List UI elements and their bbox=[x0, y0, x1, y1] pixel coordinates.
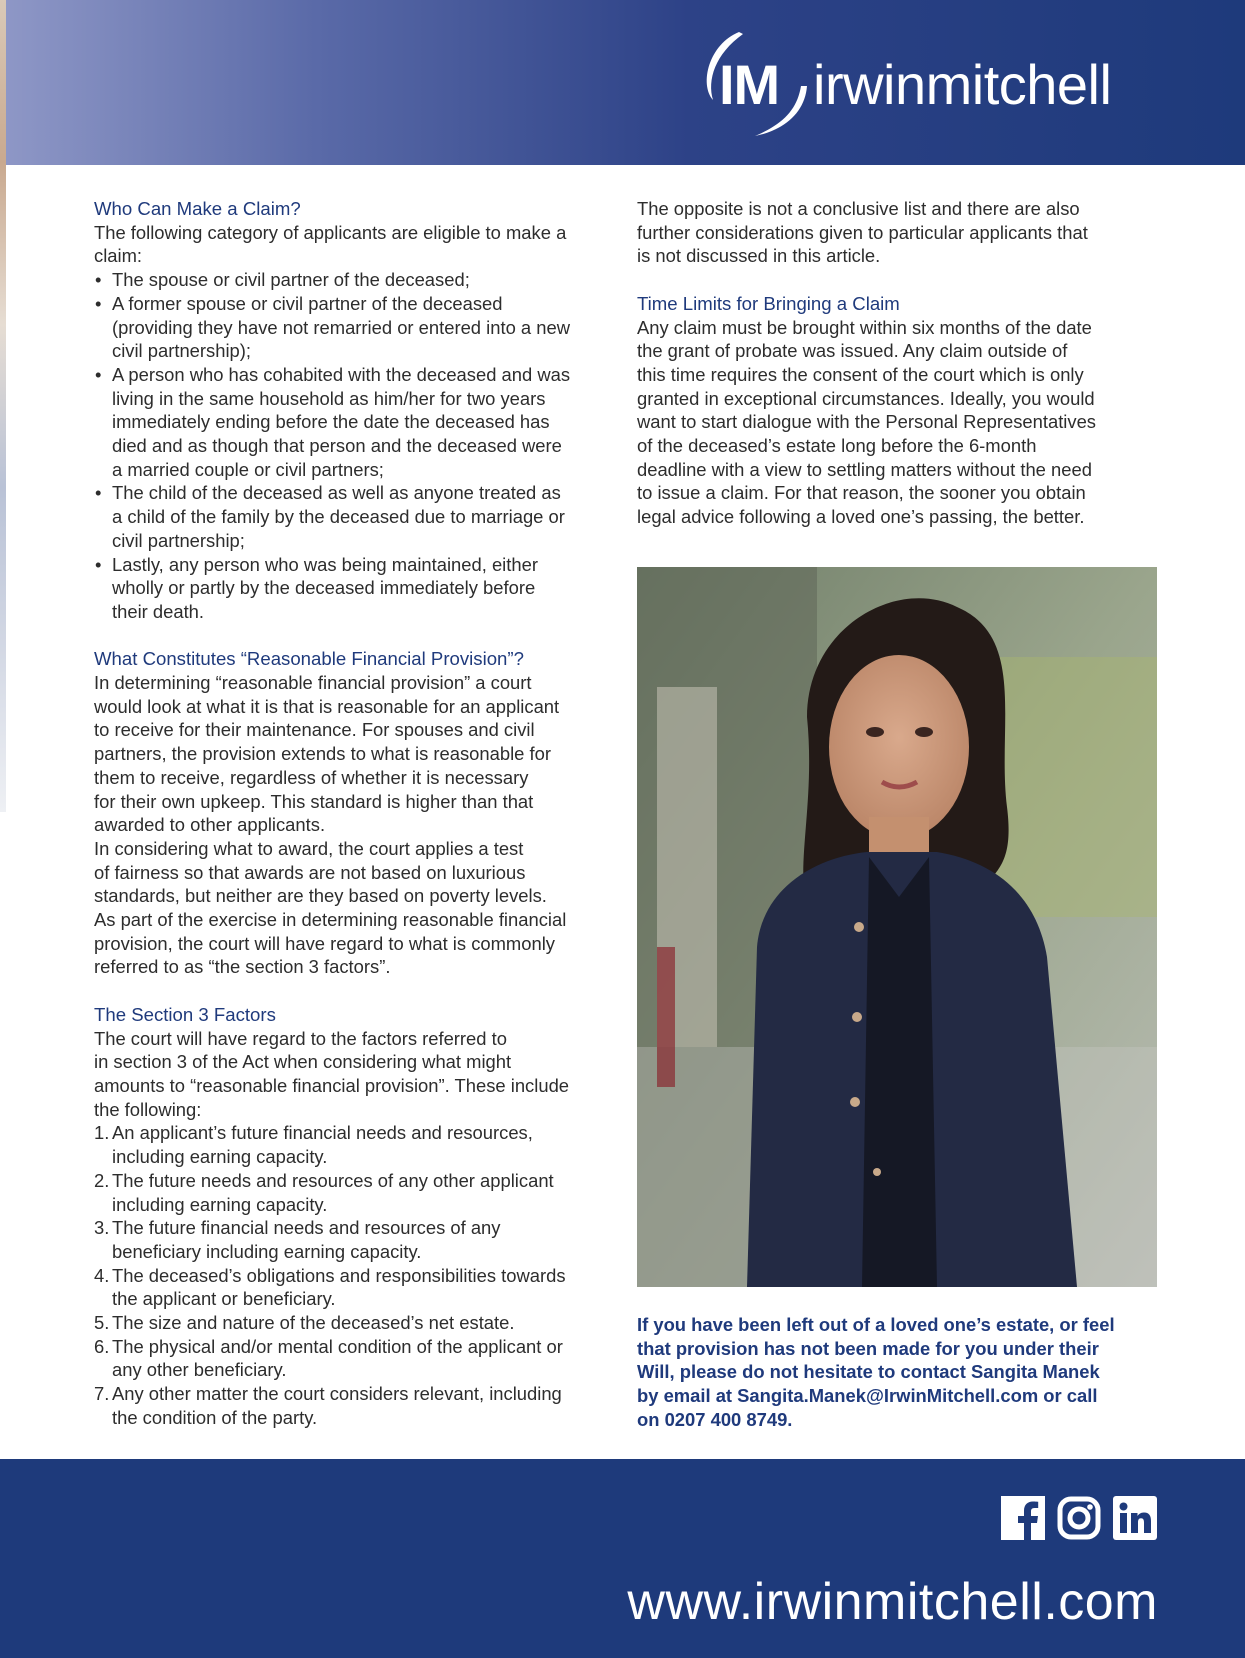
contact-callout: If you have been left out of a loved one’s estate, or feel that provision has not been made for you under their Will, please do not hesitate to contact Sangita Manek by email at Sangita.Manek@IrwinMitchell.com or call on 0207 400 8749. bbox=[637, 1313, 1157, 1432]
time-limits-heading: Time Limits for Bringing a Claim bbox=[637, 292, 900, 314]
who-intro-line: claim: bbox=[94, 245, 143, 267]
who-intro-line: The following category of applicants are eligible to make a bbox=[94, 221, 567, 243]
opposite-note: The opposite is not a conclusive list and there are also further considerations given to particular applicants that is not discussed in this article. bbox=[637, 198, 1088, 267]
section3-factors-list bbox=[94, 1121, 619, 1429]
spacer bbox=[94, 979, 619, 1003]
who-can-claim-heading: Who Can Make a Claim? bbox=[94, 198, 301, 219]
list-item: • The spouse or civil partner of the deceased; bbox=[94, 268, 619, 292]
list-item: 6. The physical and/or mental condition of the applicant or any other beneficiary. bbox=[94, 1335, 563, 1381]
facebook-icon[interactable] bbox=[1001, 1496, 1045, 1540]
left-column bbox=[94, 197, 619, 1430]
contact-phone-line[interactable]: on 0207 400 8749. bbox=[637, 1408, 793, 1430]
logo-monogram: IM bbox=[719, 53, 780, 116]
list-item: • A person who has cohabited with the deceased and was living in the same household as him/her for two years immediately ending before the date the deceased has died and as though that person and the deceased were a married couple or civil partners; bbox=[94, 363, 619, 482]
spacer bbox=[637, 268, 1162, 292]
logo-wordmark: irwinmitchell bbox=[813, 53, 1112, 116]
list-item: • A former spouse or civil partner of the deceased (providing they have not remarried or entered into a new civil partnership); bbox=[94, 292, 619, 363]
section3-intro: The court will have regard to the factors referred to in section 3 of the Act when considering what might amounts to “reasonable financial provision”. These include the following: bbox=[94, 1027, 570, 1120]
contact-email-line[interactable]: by email at Sangita.Manek@IrwinMitchell.com or call bbox=[637, 1385, 1098, 1407]
eligible-applicants-list bbox=[94, 268, 619, 624]
list-item: 7. Any other matter the court considers relevant, including the condition of the party. bbox=[94, 1383, 562, 1428]
website-link[interactable]: www.irwinmitchell.com bbox=[627, 1573, 1158, 1631]
reasonable-provision-heading: What Constitutes “Reasonable Financial Provision”? bbox=[94, 648, 524, 670]
reasonable-provision-body: In determining “reasonable financial provision” a court would look at what it is that is reasonable for an applicant to receive for their maintenance. For spouses and civil partners, the provision extends to what is reasonable for them to receive, regardless of whether it is necessary for their own upkeep. This standard is higher than that awarded to other applicants. In considering what to award, the court applies a test of fairness so that awards are not based on luxurious standards, but neither are they based on poverty levels. As part of the exercise in determining reasonable financial provision, the court will have regard to what is commonly referred to as “the section 3 factors”. bbox=[94, 672, 567, 978]
portrait-photo bbox=[637, 567, 1157, 1287]
spacer bbox=[94, 624, 619, 648]
time-limits-body: Any claim must be brought within six months of the date the grant of probate was issued. Any claim outside of this time requires the consent of the court which is only granted in exceptional circumstances. Ideally, you would want to start dialogue with the Personal Representatives of the deceased’s estate long before the 6-month deadline with a view to settling matters without the need to issue a claim. For that reason, the sooner you obtain legal advice following a loved one’s passing, the better. bbox=[637, 316, 1097, 528]
header-banner bbox=[6, 0, 1245, 165]
list-item: • The child of the deceased as well as anyone treated as a child of the family by the deceased due to marriage or civil partnership; bbox=[94, 481, 619, 552]
list-item: 2. The future needs and resources of any other applicant including earning capacity. bbox=[94, 1169, 554, 1215]
list-item: 1. An applicant’s future financial needs and resources, including earning capacity. bbox=[94, 1122, 533, 1168]
right-column bbox=[637, 197, 1162, 529]
linkedin-icon[interactable] bbox=[1113, 1496, 1157, 1540]
portrait-illustration bbox=[637, 567, 1157, 1287]
list-item: 4. The deceased’s obligations and responsibilities towards the applicant or beneficiary. bbox=[94, 1264, 566, 1310]
list-item: • Lastly, any person who was being maintained, either wholly or partly by the deceased immediately before their death. bbox=[94, 553, 619, 624]
list-item: 5. The size and nature of the deceased’s net estate. bbox=[94, 1312, 515, 1334]
irwinmitchell-logo[interactable] bbox=[689, 24, 1159, 139]
section3-heading: The Section 3 Factors bbox=[94, 1003, 276, 1025]
instagram-icon[interactable] bbox=[1057, 1496, 1101, 1540]
list-item: 3. The future financial needs and resources of any beneficiary including earning capacity. bbox=[94, 1217, 501, 1262]
